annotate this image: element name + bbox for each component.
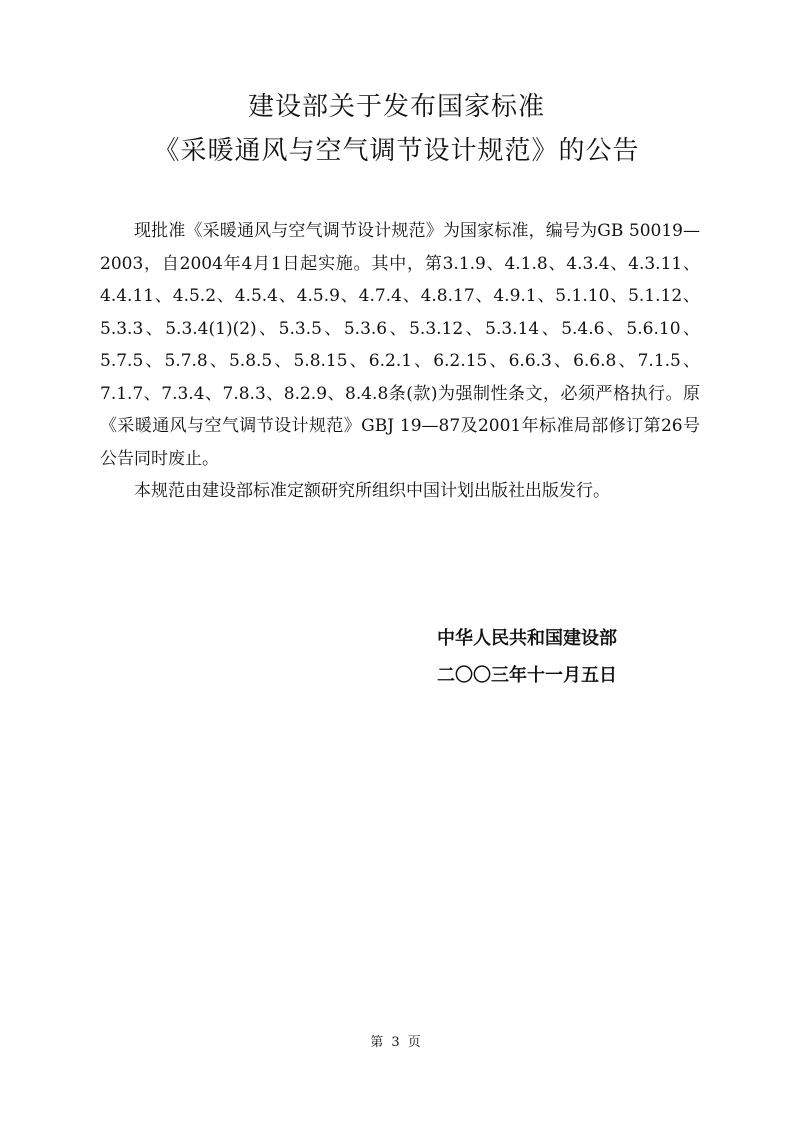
signature-block [437,620,617,694]
announcement-subtitle: 《采暖通风与空气调节设计规范》的公告 [153,136,640,166]
announcement-title: 建设部关于发布国家标准 [247,92,545,122]
paragraph-approval: 现批准《采暖通风与空气调节设计规范》为国家标准，编号为GB 50019—2003，自2004年4月1日起实施。其中，第3.1.9、4.1.8、4.3.4、4.3.11、4.4.11、4.5.2、4.5.4、4.5.9、4.7.4、4.8.17、4.9.1、5.1.10、5.1.12、5.3.3、5.3.4(1)(2)、5.3.5、5.3.6、5.3.12、5.3.14、5.4.6、5.6.10、5.7.5、5.7.8、5.8.5、5.8.15、6.2.1、6.2.15、6.6.3、6.6.8、7.1.5、7.1.7、7.3.4、7.8.3、8.2.9、8.4.8条(款)为强制性条文，必须严格执行。原《采暖通风与空气调节设计规范》GBJ 19—87及2001年标准局部修订第26号公告同时废止。 [100,221,700,469]
issuer-name: 中华人民共和国建设部 [437,628,617,649]
announcement-body [100,215,700,508]
paragraph-publication: 本规范由建设部标准定额研究所组织中国计划出版社出版发行。 [134,481,610,501]
page-number: 第 3 页 [370,1035,423,1050]
issue-date: 二〇〇三年十一月五日 [437,665,617,686]
